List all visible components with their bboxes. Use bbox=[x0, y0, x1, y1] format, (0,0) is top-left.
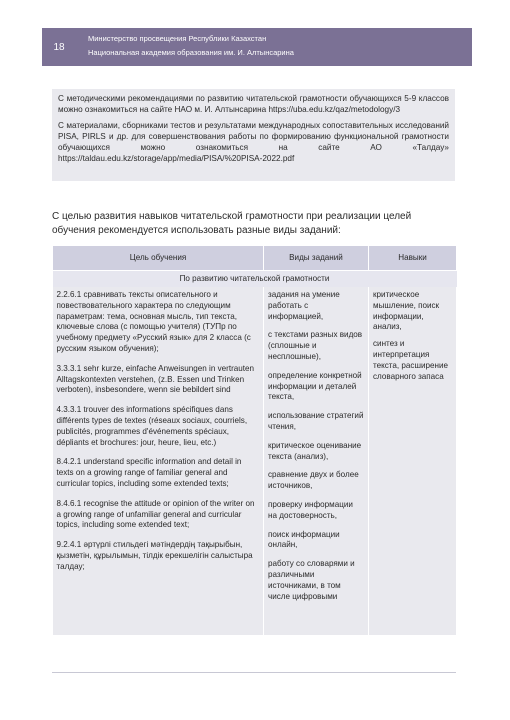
intro-text: С целью развития навыков читательской грамотности при реализации целей обучения рекомендуется использовать разные виды заданий: bbox=[52, 211, 412, 236]
task-item: задания на умение работать с информацией, bbox=[268, 290, 340, 321]
header-tasks: Виды заданий bbox=[264, 246, 369, 271]
header-goal: Цель обучения bbox=[53, 246, 264, 271]
task-item: использование стратегий чтения, bbox=[268, 411, 364, 431]
table-header-row bbox=[53, 246, 457, 271]
goal-item: 8.4.2.1 understand specific information and detail in texts on a growing range of familiar general and curricular topics, including some extended texts; bbox=[56, 457, 242, 488]
page-number: 18 bbox=[53, 41, 65, 53]
goal-item: 4.3.3.1 trouver des informations spécifiques dans différents types de textes (réseaux sociaux, courriels, publicités, programmes d'événements spéciaux, dépliants et brochures: jour, heure, lieu, etc.) bbox=[56, 405, 248, 447]
info-paragraph-2: С материалами, сборниками тестов и результатами международных сопоставительных исследований PISA, PIRLS и др. для совершенствования работы по формированию функциональной грамотности обучающихся можно ознакомиться на сайте АО «Талдау» https://taldau.edu.kz/storage/app/media/PISA/%20PISA-2022.pdf bbox=[58, 121, 449, 163]
footer-divider bbox=[52, 672, 456, 673]
task-item: определение конкретной информации и деталей текста, bbox=[268, 370, 362, 402]
goal-item: 2.2.6.1 сравнивать тексты описательного и повествовательного характера по следующим параметрам: тема, основная мысль, тип текста, ключевые слова (с помощью учителя) (ТУПр по учебному предмету «Русский язык» для 2 класса (с русским языком обучения); bbox=[56, 290, 251, 353]
header-text bbox=[88, 32, 294, 60]
task-item: поиск информации онлайн, bbox=[268, 529, 340, 550]
table-row bbox=[53, 287, 457, 635]
goal-item: 3.3.3.1 sehr kurze, einfache Anweisungen in vertrauten Alltagskontexten verstehen, (z.B. Essen und Trinken verboten), insbesondere, wenn sie bebildert sind bbox=[56, 363, 255, 395]
goals-cell bbox=[53, 287, 264, 635]
learning-goals-table bbox=[52, 245, 457, 635]
info-box bbox=[52, 89, 455, 181]
header-academy: Национальная академия образования им. И. Алтынсарина bbox=[88, 48, 294, 57]
header-skills: Навыки bbox=[369, 246, 457, 271]
goal-item: 8.4.6.1 recognise the attitude or opinion of the writer on a growing range of unfamiliar general and curricular topics, including some extended text; bbox=[56, 498, 255, 530]
task-item: работу со словарями и различными источниками, в том числе цифровыми bbox=[268, 559, 355, 601]
skills-cell bbox=[369, 287, 457, 635]
subheader-reading-literacy: По развитию читательской грамотности bbox=[53, 271, 457, 288]
table-subheader-row bbox=[53, 271, 457, 288]
skill-item: критическое мышление, поиск информации, анализ, bbox=[373, 290, 440, 332]
goal-item: 9.2.4.1 әртүрлі стильдегі мәтіндердің тақырыбын, қызметін, құрылымын, тілдік ерекшелігін салыстыра талдау; bbox=[56, 540, 253, 571]
info-paragraph-1: С методическими рекомендациями по развитию читательской грамотности обучающихся 5-9 классов можно ознакомиться на сайте НАО м. И. Алтынсарина https://uba.edu.kz/qaz/metodology/3 bbox=[58, 94, 449, 114]
header-ministry: Министерство просвещения Республики Казахстан bbox=[88, 34, 267, 43]
task-item: сравнение двух и более источников, bbox=[268, 470, 359, 491]
tasks-cell bbox=[264, 287, 369, 635]
page-header bbox=[42, 28, 472, 66]
task-item: с текстами разных видов (сплошные и несплошные), bbox=[268, 330, 363, 361]
skill-item: синтез и интерпретация текста, расширение словарного запаса bbox=[373, 339, 448, 381]
task-item: критическое оценивание текста (анализ), bbox=[268, 440, 362, 461]
task-item: проверку информации на достоверность, bbox=[268, 499, 353, 520]
